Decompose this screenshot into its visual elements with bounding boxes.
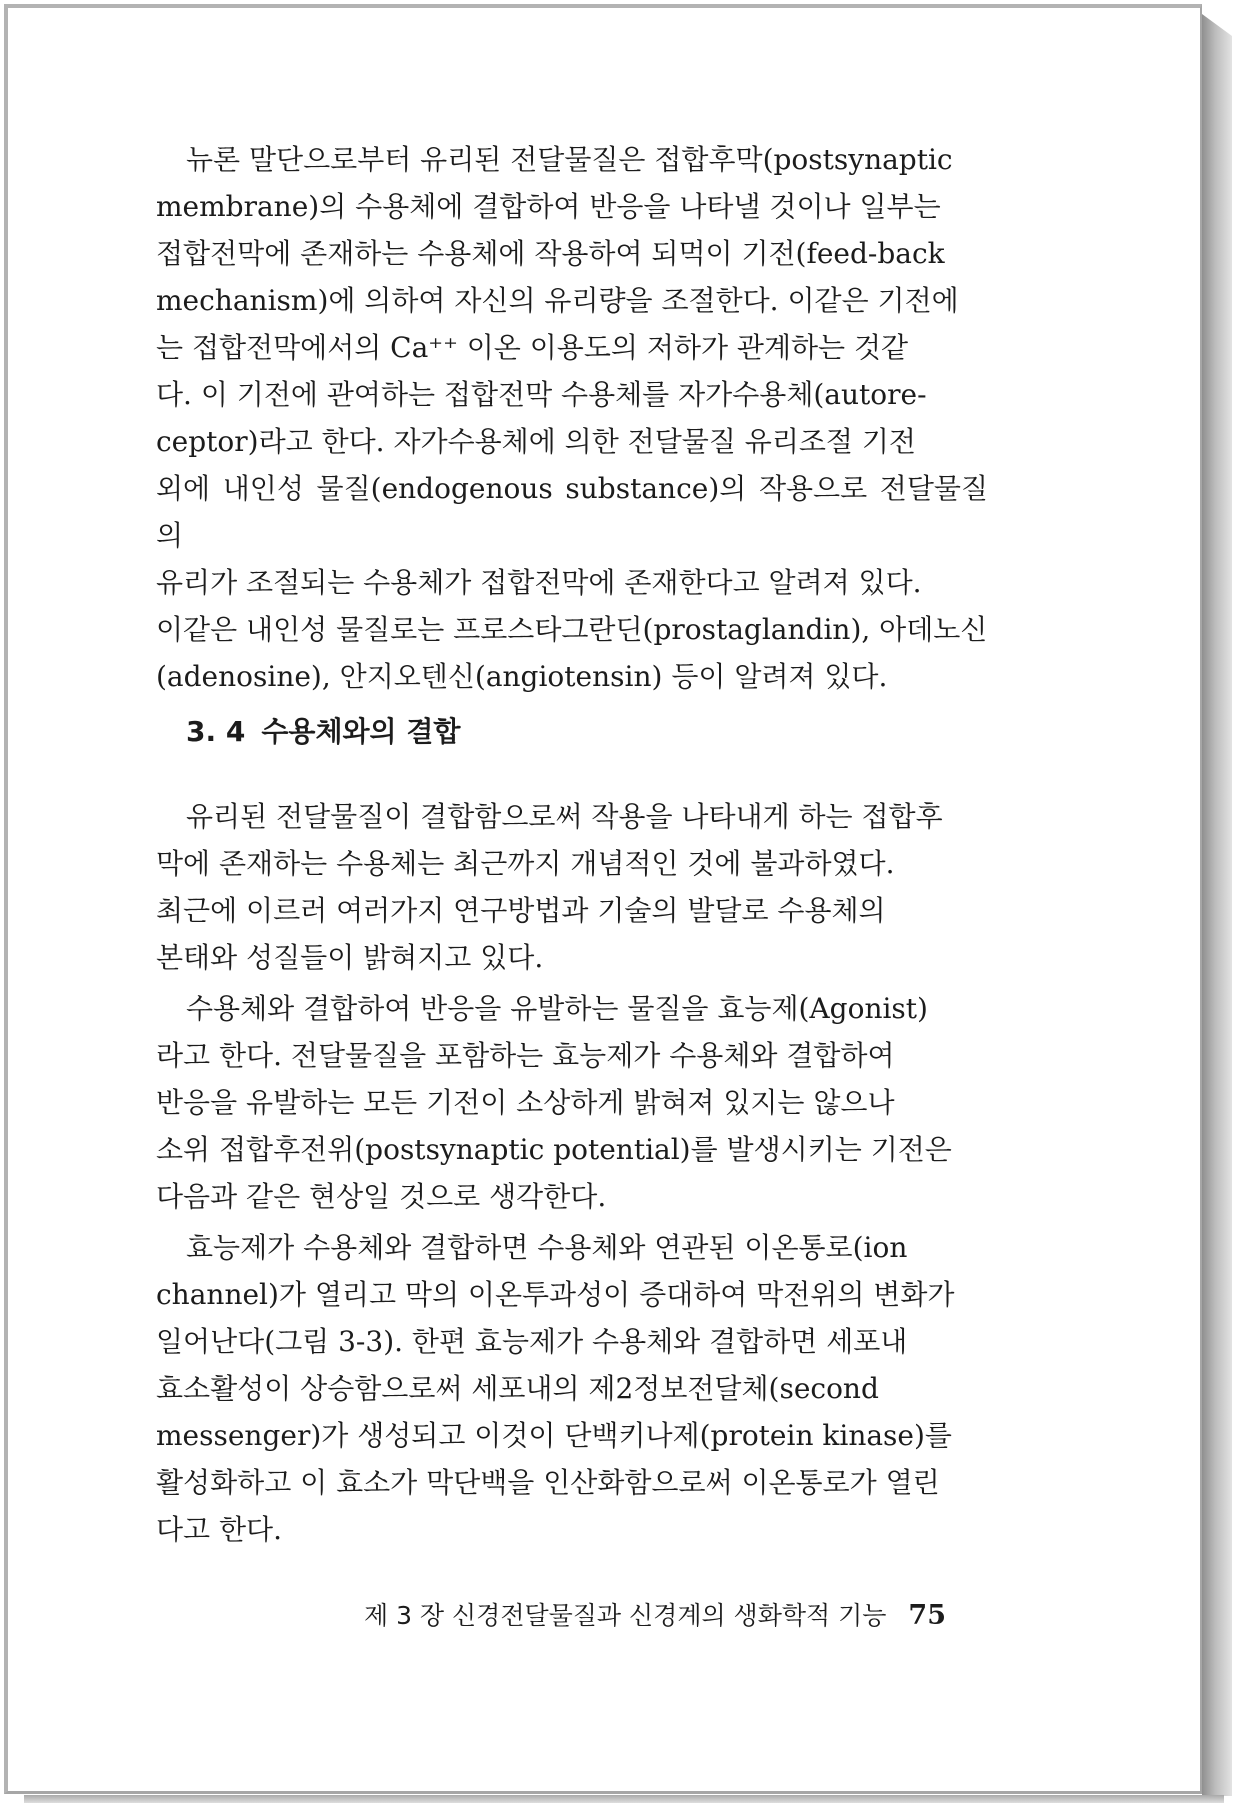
page-bottom-edge xyxy=(24,1795,1224,1803)
section-title: 수용체와의 결합 xyxy=(261,715,461,748)
page-stack-edge xyxy=(1202,14,1232,1796)
section-number: 3. 4 xyxy=(186,715,246,748)
section-heading xyxy=(186,712,460,752)
running-chapter-title: 제 3 장 신경전달물질과 신경계의 생화학적 기능 xyxy=(363,1601,887,1630)
paragraph-neurotransmitter-release: 뉴론 말단으로부터 유리된 전달물질은 접합후막(postsynaptic membrane)의 수용체에 결합하여 반응을 나타낼 것이나 일부는 접합전막에 존재하는 수용체에 작용하여 되먹이 기전(feed-back mechanism)에 의하여 자신의 유리량을 조절한다. 이같은 기전에 는 접합전막에서의 Ca⁺⁺ 이온 이용도의 저하가 관계하는 것같 다. 이 기전에 관여하는 접합전막 수용체를 자가수용체(autore- ceptor)라고 한다. 자가수용체에 의한 전달물질 유리조절 기전 외에 내인성 물질(endogenous substance)의 작용으로 전달물질의 유리가 조절되는 수용체가 접합전막에 존재한다고 알려져 있다. 이같은 내인성 물질로는 프로스타그란딘(prostaglandin), 아데노신 (adenosine), 안지오텐신(angiotensin) 등이 알려져 있다. xyxy=(156,143,988,693)
page-footer xyxy=(0,1596,946,1636)
paragraph-agonist: 수용체와 결합하여 반응을 유발하는 물질을 효능제(Agonist) 라고 한다. 전달물질을 포함하는 효능제가 수용체와 결합하여 반응을 유발하는 모든 기전이 소상하게 밝혀져 있지는 않으나 소위 접합후전위(postsynaptic potential)를 발생시키는 기전은 다음과 같은 현상일 것으로 생각한다. xyxy=(156,992,952,1213)
page-number: 75 xyxy=(908,1600,946,1631)
paragraph-receptor-intro: 유리된 전달물질이 결합함으로써 작용을 나타내게 하는 접합후 막에 존재하는 수용체는 최근까지 개념적인 것에 불과하였다. 최근에 이르러 여러가지 연구방법과 기술의 발달로 수용체의 본태와 성질들이 밝혀지고 있다. xyxy=(156,800,943,974)
paragraph-ion-channel: 효능제가 수용체와 결합하면 수용체와 연관된 이온통로(ion channel)가 열리고 막의 이온투과성이 증대하여 막전위의 변화가 일어난다(그림 3-3). 한편 효능제가 수용체와 결합하면 세포내 효소활성이 상승함으로써 세포내의 제2정보전달체(second messenger)가 생성되고 이것이 단백키나제(protein kinase)를 활성화하고 이 효소가 막단백을 인산화함으로써 이온통로가 열린 다고 한다. xyxy=(156,1231,955,1546)
